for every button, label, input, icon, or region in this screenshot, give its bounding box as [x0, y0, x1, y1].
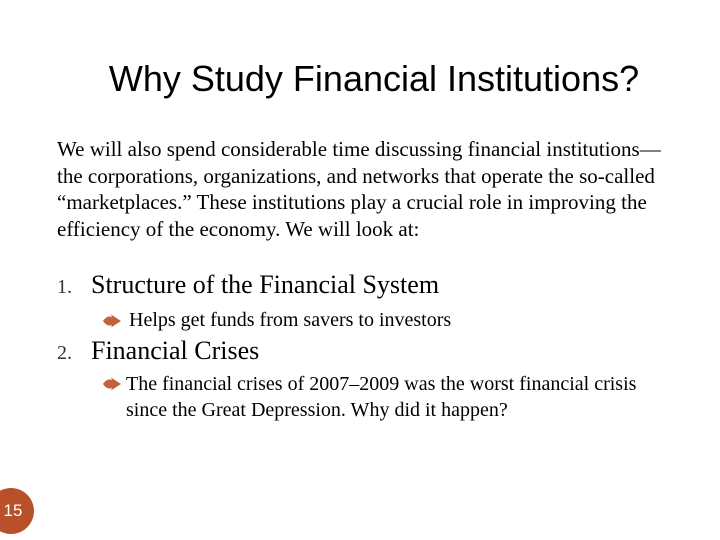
sub-item-text: The financial crises of 2007–2009 was the worst financial crisis since the Great Depression. Why did it happen?: [126, 373, 637, 421]
bullet-icon: [102, 377, 126, 391]
sub-item-text: Helps get funds from savers to investors: [129, 309, 452, 331]
list-item-2: [57, 336, 259, 366]
list-item-label: Financial Crises: [91, 336, 260, 365]
list-number: 2.: [57, 342, 72, 364]
list-number: 1.: [57, 276, 72, 298]
list-item-1: [57, 270, 439, 300]
bullet-icon: [102, 314, 124, 328]
page-number-badge: 15: [0, 488, 34, 534]
slide-title: Why Study Financial Institutions?: [108, 58, 640, 99]
sub-item-2: [104, 371, 664, 423]
list-item-label: Structure of the Financial System: [91, 270, 440, 299]
intro-paragraph: We will also spend considerable time discussing financial institutions—the corporations, organizations, and networks that operate the so-called “marketplaces.” These institutions play a crucial role in improving the efficiency of the economy. We will look at:: [57, 137, 661, 241]
sub-item-1: [102, 307, 662, 333]
